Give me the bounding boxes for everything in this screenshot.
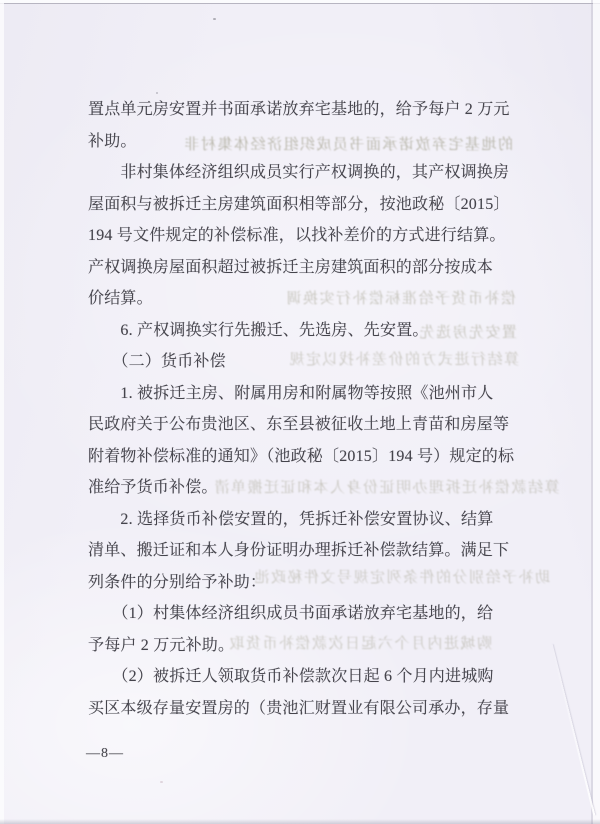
document-line: 非村集体经济组织成员实行产权调换的，其产权调换房 (88, 164, 510, 181)
scan-speck (213, 18, 216, 20)
list-item-6: 6. 产权调换实行先搬迁、先选房、先安置。 (88, 321, 429, 339)
bleed-through-text: 购城进内月个六起日次款偿补币货取 (228, 636, 493, 652)
document-line: 买区本级存量安置房的（贵池汇财置业有限公司承办，存量 (88, 699, 510, 717)
document-line: 补助。 (88, 132, 137, 150)
bleed-through-text: 偿补币货予给准标偿补行实换调 (285, 291, 517, 307)
document-line: 予每户 2 万元补助。 (88, 636, 235, 654)
document-line: 附着物补偿标准的通知》（池政秘〔2015〕194 号）规定的标 (88, 447, 515, 465)
scan-right-edge-light (593, 0, 600, 824)
bleed-through-text: 置安先房选先 (418, 325, 518, 341)
scan-top-edge (0, 0, 600, 4)
list-item-1: 1. 被拆迁主房、附属用房和附属物等按照《池州市人 (88, 384, 494, 402)
bleed-through-text: 算结行进式方的价差补找以定规 (288, 352, 520, 368)
list-item-2: 2. 选择货币补偿安置的，凭拆迁补偿安置协议、结算 (88, 510, 494, 528)
scan-left-edge (0, 0, 4, 824)
bleed-through-text: 算结款偿补迁拆理办明证份身人本和证迁搬单清 (213, 480, 560, 496)
list-subitem-2: （2）被拆迁人领取货币补偿款次日起 6 个月内进城购 (88, 668, 494, 685)
document-line: 列条件的分别给予补助： (88, 573, 267, 591)
list-subitem-1: （1）村集体经济组织成员书面承诺放弃宅基地的，给 (88, 605, 494, 622)
page-number: —8— (86, 746, 124, 761)
section-heading-currency-compensation: （二）货币补偿 (88, 353, 226, 370)
scan-speck (160, 781, 163, 783)
page-body (88, 94, 515, 724)
document-line: 价结算。 (88, 290, 153, 307)
scan-bottom-shadow (0, 819, 600, 824)
document-line: 准给予货币补偿。 (88, 479, 218, 496)
document-line: 置点单元房安置并书面承诺放弃宅基地的，给予每户 2 万元 (88, 101, 510, 118)
document-line: 清单、搬迁证和本人身份证明办理拆迁补偿款结算。满足下 (88, 542, 510, 559)
paper-crease (551, 644, 596, 815)
bleed-through-text: 的地基宅弃放诺承面书员成织组济经体集村非 (183, 137, 514, 153)
document-line: 194 号文件规定的补偿标准，以找补差价的方式进行结算。 (88, 227, 506, 244)
document-line: 屋面积与被拆迁主房建筑面积相等部分，按池政秘〔2015〕 (88, 195, 510, 213)
document-line: 产权调换房屋面积超过被拆迁主房建筑面积的部分按成本 (88, 258, 494, 276)
document-line: 民政府关于公布贵池区、东至县被征收土地上青苗和房屋等 (88, 416, 510, 433)
bleed-through-text: 助补予给别分的件条列定规号文件秘政池 (253, 570, 551, 586)
